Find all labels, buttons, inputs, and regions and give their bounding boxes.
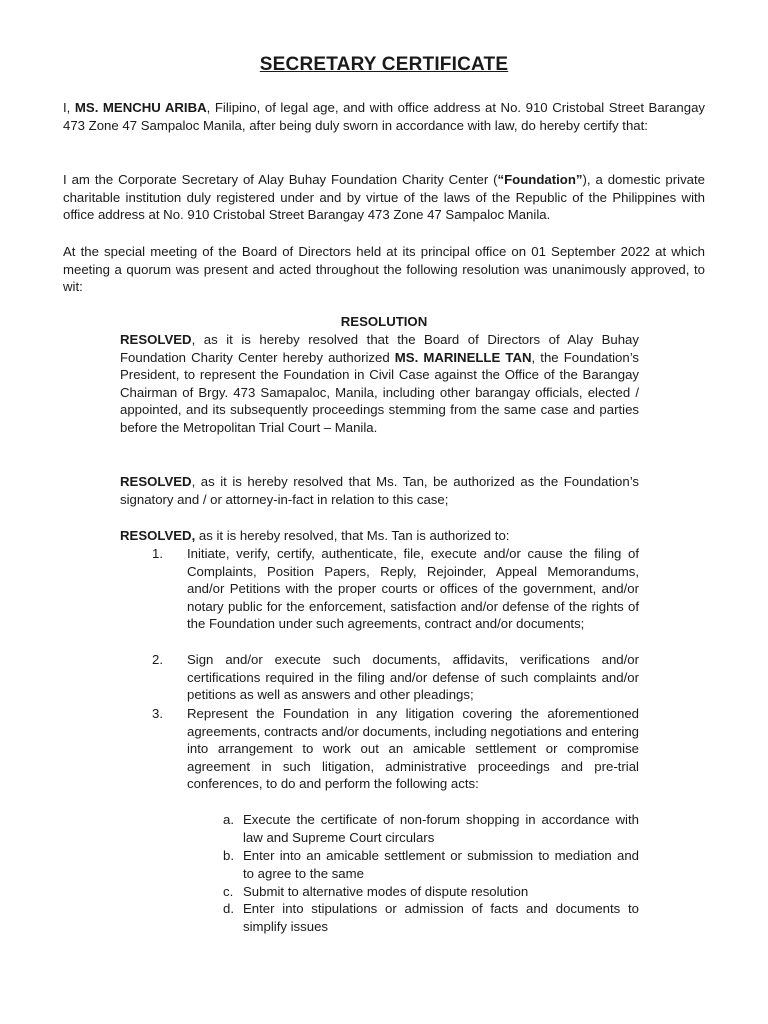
res1-part1: , as it is hereby resolved that the Board of Directors of Alay Buhay Foundation Charity Center hereby authorized [120,332,639,365]
para2-after: ), a domestic private charitable institution duly registered under and by virtue of the laws of the Republic of the Philippines with office address at No. 910 Cristobal Street Barangay 473 Zone 47 Sampaloc Manila. [63,172,705,222]
list-item [120,651,639,704]
resolved-label: RESOLVED [120,332,192,347]
intro-prefix: I, [63,100,75,115]
list-item [120,545,639,633]
list-letter: a. [223,812,234,827]
list-item-text: Sign and/or execute such documents, affidavits, verifications and/or certifications required in the filing and/or defense of such complaints and/or petitions as well as answers and other pleadings; [187,652,639,702]
sub-item-text: Submit to alternative modes of dispute resolution [243,884,529,899]
lettered-list [223,847,639,882]
intro-paragraph [63,99,705,134]
list-number: 1. [152,546,163,561]
president-name: MS. MARINELLE TAN [394,349,532,365]
numbered-list [120,705,639,793]
res1-part2: , the Foundation’s President, to represent the Foundation in Civil Case against the Office of the Barangay Chairman of Brgy. 473 Samapaloc, Manila, including other barangay officials, elected / appointed, and its subsequently proceedings stemming from the same case and parties before the Metropolitan Trial Court – Manila. [120,349,639,435]
secretary-name: MS. MENCHU ARIBA [74,100,207,115]
resolution-heading: RESOLUTION [340,314,428,329]
sub-list-item [223,883,639,901]
numbered-list [120,545,639,633]
document-title: SECRETARY CERTIFICATE [259,54,509,75]
resolved-label: RESOLVED, [120,528,196,543]
sub-list-item [223,847,639,882]
sub-list-item [223,900,639,935]
list-letter: d. [223,901,234,916]
resolution-3 [120,527,639,545]
list-letter: b. [223,848,234,863]
list-item [120,705,639,793]
sub-item-text: Enter into an amicable settlement or submission to mediation and to agree to the same [243,848,639,881]
list-letter: c. [223,884,234,899]
list-number: 3. [152,706,163,721]
secretary-paragraph [63,171,705,224]
lettered-list [223,883,639,901]
list-item-text: Initiate, verify, certify, authenticate, file, execute and/or cause the filing of Complaints, Position Papers, Reply, Rejoinder, Appeal Memorandums, and/or Petitions with the proper courts or offices of the government, and/or notary public for the enforcement, satisfaction and/or defense of the rights of the Foundation under such agreements, contract and/or documents; [187,546,639,631]
resolution-2 [120,473,639,508]
res3-text: as it is hereby resolved, that Ms. Tan is authorized to: [195,528,510,543]
intro-rest: , Filipino, of legal age, and with office address at No. 910 Cristobal Street Barangay 473 Zone 47 Sampaloc Manila, after being duly sworn in accordance with law, do hereby certify that: [63,100,705,133]
resolved-label: RESOLVED [120,474,192,489]
list-number: 2. [152,652,163,667]
sub-item-text: Execute the certificate of non-forum shopping in accordance with law and Supreme Court circulars [243,812,639,845]
lettered-list [223,900,639,935]
foundation-defined-term: “Foundation” [497,172,583,187]
lettered-list [223,811,639,846]
sub-item-text: Enter into stipulations or admission of facts and documents to simplify issues [243,901,639,934]
numbered-list [120,651,639,704]
resolution-1 [120,331,639,436]
res2-text: , as it is hereby resolved that Ms. Tan, be authorized as the Foundation’s signatory and / or attorney-in-fact in relation to this case; [120,474,639,507]
list-item-text: Represent the Foundation in any litigation covering the aforementioned agreements, contracts and/or documents, including negotiations and entering into arrangement to work out an amicable settlement or compromise agreement in such litigation, administrative proceedings and pre-trial conferences, to do and perform the following acts: [187,706,639,791]
sub-list-item [223,811,639,846]
para2-before: I am the Corporate Secretary of Alay Buhay Foundation Charity Center ( [63,172,498,187]
meeting-paragraph: At the special meeting of the Board of Directors held at its principal office on 01 September 2022 at which meeting a quorum was present and acted throughout the following resolution was unanimously approved, to wit: [63,244,705,294]
